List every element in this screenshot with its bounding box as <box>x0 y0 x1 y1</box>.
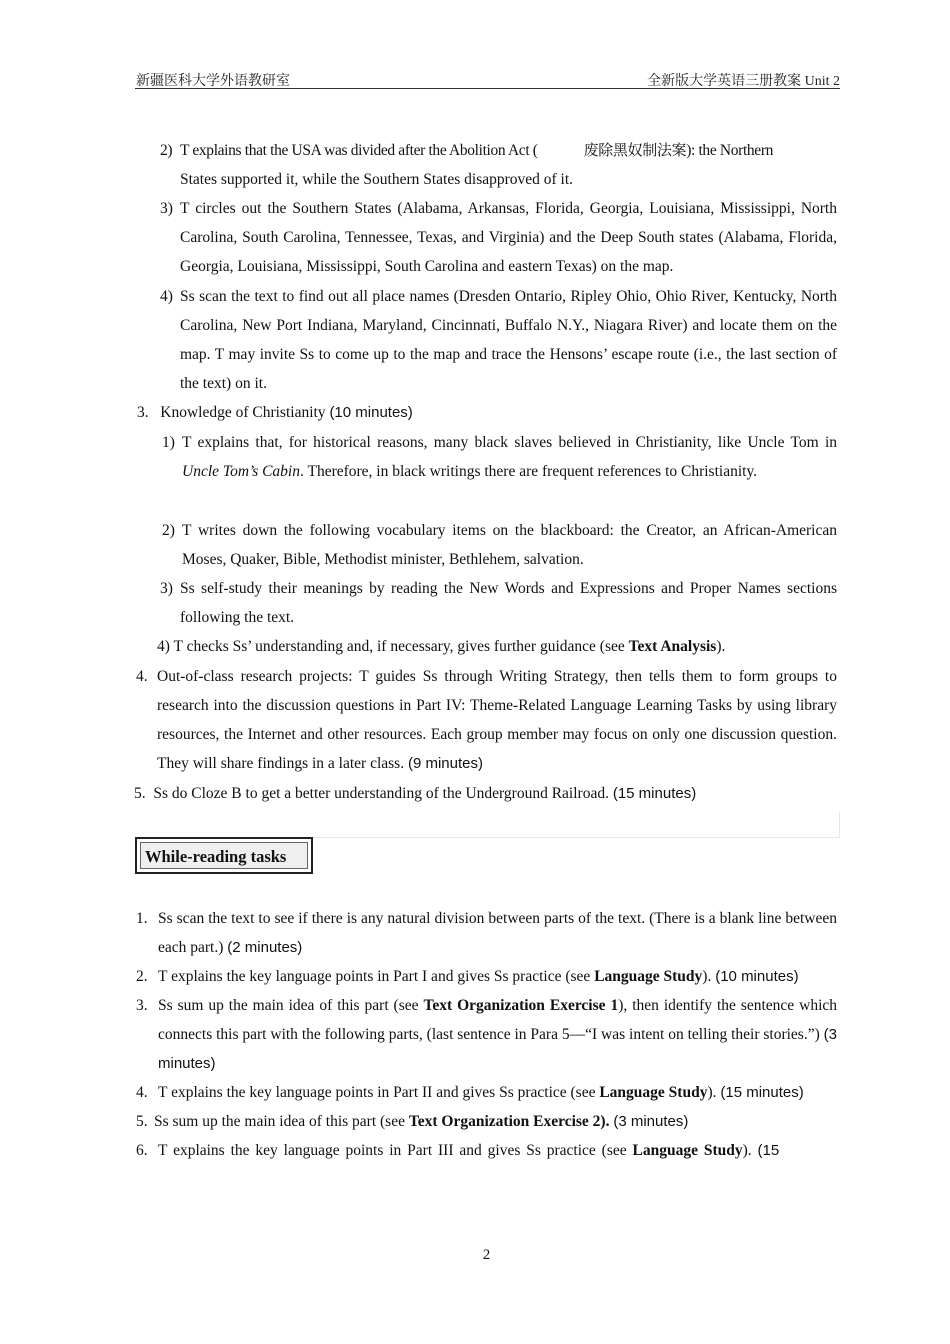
item-text: T circles out the Southern States (Alabama, Arkansas, Florida, Georgia, Louisiana, Mississippi, North Carolina, South Carolina, Tennessee, Texas, and Virginia) and the Deep South states (Alabama, Florida, Georgia, Louisiana, Mississippi, South Carolina and eastern Texas) on the map. <box>180 200 837 275</box>
item-text: T explains the key language points in Part I and gives Ss practice (see <box>158 968 591 985</box>
item-text: T explains the key language points in Part II and gives Ss practice (see <box>158 1084 596 1101</box>
time-note: (10 minutes) <box>329 404 413 421</box>
item-number: 6. <box>136 1142 148 1159</box>
list-item-4 <box>160 282 837 398</box>
while-reading-heading-box <box>135 837 313 874</box>
item-number: 2. <box>136 968 148 985</box>
list-item <box>136 1107 837 1136</box>
chinese-term: 废除黑奴制法案 <box>583 141 687 159</box>
item-number: 2) <box>162 522 175 539</box>
list-item-3 <box>160 194 837 281</box>
time-note: (9 minutes) <box>407 755 483 772</box>
item-number: 3) <box>160 580 173 597</box>
item-number: 4. <box>136 1084 148 1101</box>
item-text: . Therefore, in black writings there are frequent references to Christianity. <box>300 463 758 480</box>
bold-reference: Text Organization Exercise 1 <box>423 997 619 1014</box>
item-number: 4) <box>160 288 173 305</box>
item-text: ). <box>702 968 712 985</box>
item-text: T checks Ss’ understanding and, if necessary, gives further guidance (see <box>173 638 625 655</box>
item-text: ), then identify the sentence which connects this part with the following parts, (last sentence in Para 5—“I was intent on telling their stories.”) <box>158 997 838 1043</box>
section-heading-christianity <box>137 398 837 427</box>
bold-reference: Language Study <box>594 968 703 985</box>
item-text: ): the Northern <box>686 142 774 159</box>
item-text: Ss scan the text to find out all place names (Dresden Ontario, Ripley Ohio, Ohio River, Kentucky, North Carolina, New Port Indiana, Maryland, Cincinnati, Buffalo N.Y., Niagara River) and locate them on the map. T may invite Ss to come up to the map and trace the Hensons’ escape route (i.e., the last section of the text) on it. <box>180 288 837 392</box>
time-note: (3 minutes) <box>613 1113 689 1130</box>
list-item <box>136 1136 837 1165</box>
christianity-item-4 <box>157 632 837 661</box>
section-research-projects <box>136 662 837 778</box>
item-text: ). <box>707 1084 717 1101</box>
item-number: 2) <box>160 142 173 159</box>
item-text: States supported it, while the Southern States disapproved of it. <box>180 171 574 188</box>
item-number: 1. <box>136 910 148 927</box>
section-number: 5. <box>134 785 146 802</box>
time-note: (15 minutes) <box>720 1084 804 1101</box>
item-text: Ss do Cloze B to get a better understanding of the Underground Railroad. <box>153 785 609 802</box>
list-item <box>136 991 837 1078</box>
section-number: 3. <box>137 404 149 421</box>
header-left: 新疆医科大学外语教研室 <box>136 74 290 89</box>
while-reading-heading: While-reading tasks <box>140 842 308 869</box>
time-note: (3 minutes) <box>158 1026 837 1072</box>
item-text: T explains that, for historical reasons, many black slaves believed in Christianity, like Uncle Tom in <box>182 434 837 451</box>
time-note: (15 minutes) <box>612 785 697 802</box>
christianity-item-2 <box>162 516 837 574</box>
item-text: Out-of-class research projects: T guides Ss through Writing Strategy, then tells them to form groups to research into the discussion questions in Part IV: Theme-Related Language Learning Tasks by using library resources, the Internet and other resources. Each group member may focus on only one discussion question. They will share findings in a later class. <box>157 668 837 772</box>
item-text: Ss sum up the main idea of this part (see <box>158 997 419 1014</box>
list-item-2 <box>160 136 837 194</box>
section-title: Knowledge of Christianity <box>160 404 326 421</box>
section-number: 4. <box>136 668 148 685</box>
time-note: (15 <box>757 1142 780 1159</box>
item-text: T explains the key language points in Part III and gives Ss practice (see <box>158 1142 627 1159</box>
list-item <box>136 962 837 991</box>
item-number: 3. <box>136 997 148 1014</box>
item-text: Ss scan the text to see if there is any natural division between parts of the text. (There is a blank line between each part.) <box>158 910 837 956</box>
time-note: (2 minutes) <box>227 939 303 956</box>
bold-reference: Language Study <box>599 1084 708 1101</box>
while-reading-list <box>136 904 837 1165</box>
list-item <box>136 904 837 962</box>
item-text: Ss sum up the main idea of this part (see <box>154 1113 405 1130</box>
item-number: 4) <box>157 638 170 655</box>
bold-reference: Text Organization Exercise 2). <box>408 1113 610 1130</box>
item-text: ). <box>716 638 726 655</box>
bold-reference: Text Analysis <box>628 638 717 655</box>
divider <box>839 812 840 838</box>
item-text: T explains that the USA was divided after the Abolition Act ( <box>180 142 538 159</box>
book-title: Uncle Tom’s Cabin <box>182 463 300 480</box>
bold-reference: Language Study <box>632 1142 743 1159</box>
time-note: (10 minutes) <box>715 968 799 985</box>
item-text: Ss self-study their meanings by reading the New Words and Expressions and Proper Names sections following the text. <box>180 580 837 626</box>
list-item <box>136 1078 837 1107</box>
item-text: T writes down the following vocabulary items on the blackboard: the Creator, an African-American Moses, Quaker, Bible, Methodist minister, Bethlehem, salvation. <box>182 522 837 568</box>
page-number: 2 <box>482 1247 491 1263</box>
item-number: 1) <box>162 434 175 451</box>
header-rule <box>135 88 840 89</box>
christianity-item-3 <box>160 574 837 632</box>
header-right: 全新版大学英语三册教案 Unit 2 <box>647 74 840 89</box>
item-number: 3) <box>160 200 173 217</box>
section-cloze <box>134 779 837 808</box>
divider <box>311 837 840 838</box>
item-number: 5. <box>136 1113 148 1130</box>
item-text: ). <box>742 1142 752 1159</box>
christianity-item-1 <box>162 428 837 486</box>
